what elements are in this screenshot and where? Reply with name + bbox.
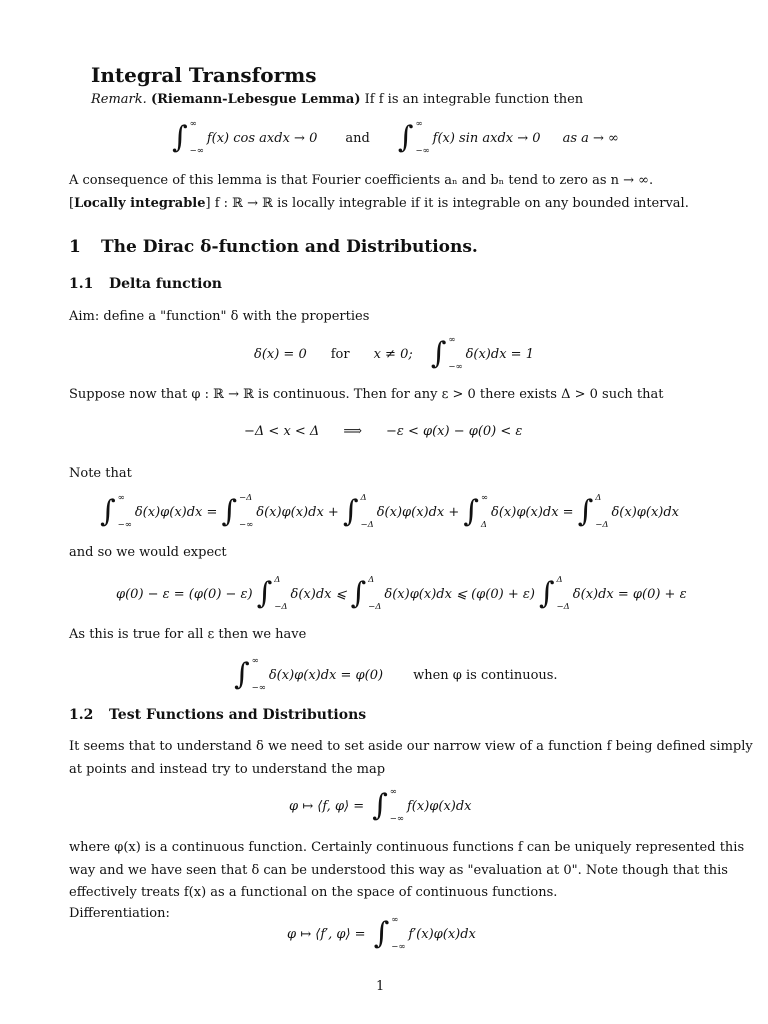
text-line: where φ(x) is a continuous function. Certainly continuous functions f can be uniquely represented this bbox=[69, 840, 745, 855]
text-line: effectively treats f(x) as a functional on the space of continuous functions. bbox=[69, 885, 558, 900]
paragraph-expect bbox=[69, 542, 700, 565]
integral-sign-icon: ∫ bbox=[538, 576, 555, 611]
text-line: at points and instead try to understand the map bbox=[69, 761, 386, 777]
integral-sign-icon: ∫ bbox=[463, 494, 479, 529]
page-number: 1 bbox=[376, 979, 385, 994]
upper-limit: ∞ bbox=[251, 656, 259, 666]
integral-term bbox=[100, 494, 217, 530]
upper-limit: Δ bbox=[360, 493, 367, 503]
integrand: f(x) sin axdx → 0 bbox=[432, 130, 541, 146]
upper-limit: Δ bbox=[368, 575, 375, 585]
subsection-heading bbox=[69, 707, 366, 723]
lower-limit: −Δ bbox=[595, 520, 609, 530]
text-line: Note that bbox=[69, 466, 132, 481]
text-line: Aim: define a "function" δ with the properties bbox=[69, 309, 370, 324]
conjunction: and bbox=[345, 130, 370, 146]
integral-cos bbox=[172, 120, 317, 156]
section-number: 1 bbox=[69, 237, 81, 257]
integrand: δ(x)dx ⩽ bbox=[290, 586, 347, 602]
lower-limit: −∞ bbox=[391, 942, 406, 952]
text-line: and so we would expect bbox=[69, 545, 227, 560]
lower-limit: −∞ bbox=[189, 146, 204, 156]
upper-limit: ∞ bbox=[480, 493, 489, 503]
integral-term bbox=[343, 494, 459, 530]
integrand: δ(x)φ(x)dx ⩽ (φ(0) + ε) bbox=[384, 586, 535, 602]
paragraph-where bbox=[69, 837, 745, 923]
equation-riemann-lebesgue bbox=[172, 120, 619, 156]
paragraph-as-true bbox=[69, 624, 700, 647]
subsection-number: 1.1 bbox=[69, 276, 94, 292]
paragraph-suppose bbox=[69, 384, 700, 407]
upper-limit: ∞ bbox=[189, 119, 197, 129]
integral-term bbox=[351, 576, 535, 612]
lemma-name: (Riemann-Lebesgue Lemma) bbox=[150, 92, 361, 107]
lower-limit: Δ bbox=[480, 520, 488, 530]
lower-limit: −Δ bbox=[360, 520, 374, 530]
lower-limit: −Δ bbox=[368, 602, 382, 612]
text-line: As this is true for all ε then we have bbox=[69, 627, 307, 642]
limit-condition: as a → ∞ bbox=[562, 130, 619, 146]
integrand: δ(x)φ(x)dx + bbox=[376, 504, 460, 520]
upper-limit: Δ bbox=[595, 493, 602, 503]
integral-sign-icon: ∫ bbox=[172, 120, 188, 155]
upper-limit: ∞ bbox=[389, 787, 397, 797]
map-prefix: φ ↦ ⟨f′, φ⟩ = bbox=[287, 926, 366, 942]
integral-sign-icon: ∫ bbox=[373, 916, 390, 951]
integral-sign-icon: ∫ bbox=[234, 657, 250, 692]
equation-derivative-map bbox=[287, 916, 476, 952]
integral-sign-icon: ∫ bbox=[342, 494, 359, 529]
paragraph-seems bbox=[69, 736, 753, 781]
result-condition: when φ is continuous. bbox=[413, 667, 558, 683]
text-line: Differentiation: bbox=[69, 905, 170, 921]
integral-term bbox=[578, 494, 679, 530]
integrand: δ(x)dx = 1 bbox=[465, 346, 534, 362]
integral-term bbox=[221, 494, 338, 530]
integral-term bbox=[234, 657, 383, 693]
equation-pairing-map bbox=[289, 788, 472, 824]
integral-sign-icon: ∫ bbox=[221, 494, 238, 529]
paragraph-note bbox=[69, 463, 700, 486]
lower-limit: −∞ bbox=[239, 520, 254, 530]
upper-limit: ∞ bbox=[391, 915, 399, 925]
remark-label: Remark. bbox=[91, 92, 147, 107]
text-line: Suppose now that φ : ℝ → ℝ is continuous. Then for any ε > 0 there exists Δ > 0 such that bbox=[69, 387, 664, 402]
equation-delta-properties bbox=[254, 336, 534, 372]
definition-label: Locally integrable bbox=[74, 195, 206, 211]
continuity-lhs: −Δ < x < Δ bbox=[244, 424, 320, 439]
upper-limit: ∞ bbox=[117, 493, 125, 503]
text-line: [Locally integrable] f : ℝ → ℝ is locally integrable if it is integrable on any bounded interval. bbox=[69, 195, 689, 211]
upper-limit: ∞ bbox=[448, 335, 456, 345]
lower-limit: −∞ bbox=[448, 362, 463, 372]
integral-term bbox=[463, 494, 573, 530]
document-title: Integral Transforms bbox=[91, 63, 317, 87]
integral-sign-icon: ∫ bbox=[430, 336, 447, 371]
subsection-heading bbox=[69, 276, 222, 292]
bound-prefix: φ(0) − ε = (φ(0) − ε) bbox=[116, 586, 253, 602]
equation-split-integral bbox=[100, 494, 679, 530]
upper-limit: −Δ bbox=[239, 493, 253, 503]
integral-term bbox=[372, 788, 471, 824]
integrand: δ(x)φ(x)dx = bbox=[134, 504, 218, 520]
integral-sign-icon: ∫ bbox=[350, 576, 367, 611]
lower-limit: −∞ bbox=[415, 146, 430, 156]
integral-term bbox=[257, 576, 347, 612]
equation-bound-chain bbox=[116, 576, 687, 612]
section-heading bbox=[69, 237, 478, 257]
integral-sign-icon: ∫ bbox=[256, 576, 273, 611]
integrand: δ(x)φ(x)dx bbox=[611, 504, 680, 520]
integrand: f′(x)φ(x)dx bbox=[408, 926, 476, 942]
equation-delta-result bbox=[234, 657, 558, 693]
integral-sign-icon: ∫ bbox=[397, 120, 414, 155]
integrand: δ(x)φ(x)dx = bbox=[491, 504, 574, 520]
delta-condition: x ≠ 0; bbox=[373, 346, 413, 362]
delta-zero: δ(x) = 0 bbox=[254, 346, 307, 362]
paragraph-consequence bbox=[69, 170, 700, 215]
paragraph-aim bbox=[69, 306, 700, 329]
subsection-title: Test Functions and Distributions bbox=[109, 707, 367, 723]
integral-delta bbox=[431, 336, 534, 372]
map-prefix: φ ↦ ⟨f, φ⟩ = bbox=[289, 798, 365, 814]
integrand: f(x)φ(x)dx bbox=[407, 798, 472, 814]
integrand: δ(x)φ(x)dx + bbox=[256, 504, 339, 520]
subsection-number: 1.2 bbox=[69, 707, 94, 723]
integrand: δ(x)dx = φ(0) + ε bbox=[572, 586, 687, 602]
lower-limit: −Δ bbox=[274, 602, 288, 612]
lower-limit: −Δ bbox=[556, 602, 570, 612]
subsection-title: Delta function bbox=[109, 276, 222, 292]
upper-limit: ∞ bbox=[415, 119, 423, 129]
upper-limit: Δ bbox=[556, 575, 563, 585]
lower-limit: −∞ bbox=[389, 814, 404, 824]
integral-sin bbox=[398, 120, 541, 156]
text-line: way and we have seen that δ can be understood this way as "evaluation at 0". Note though that this bbox=[69, 862, 728, 878]
implies-icon: ⟹ bbox=[343, 424, 362, 439]
integral-sign-icon: ∫ bbox=[100, 494, 116, 529]
integral-term bbox=[539, 576, 687, 612]
lower-limit: −∞ bbox=[117, 520, 132, 530]
integral-sign-icon: ∫ bbox=[577, 494, 594, 529]
lower-limit: −∞ bbox=[251, 683, 266, 693]
remark-line bbox=[91, 92, 583, 107]
definition-text: ] f : ℝ → ℝ is locally integrable if it is integrable on any bounded interval. bbox=[205, 195, 689, 211]
continuity-rhs: −ε < φ(x) − φ(0) < ε bbox=[385, 424, 523, 439]
integrand: δ(x)φ(x)dx = φ(0) bbox=[268, 667, 384, 683]
upper-limit: Δ bbox=[274, 575, 281, 585]
integral-sign-icon: ∫ bbox=[372, 788, 388, 823]
equation-continuity bbox=[244, 424, 522, 439]
text-line: It seems that to understand δ we need to set aside our narrow view of a function f being defined simply bbox=[69, 739, 753, 754]
integral-term bbox=[374, 916, 476, 952]
remark-text: If f is an integrable function then bbox=[360, 92, 584, 107]
integrand: f(x) cos axdx → 0 bbox=[206, 130, 318, 146]
text-line: A consequence of this lemma is that Fourier coefficients aₙ and bₙ tend to zero as n → ∞. bbox=[69, 173, 654, 188]
section-title: The Dirac δ-function and Distributions. bbox=[101, 237, 478, 257]
for-word: for bbox=[330, 346, 350, 362]
